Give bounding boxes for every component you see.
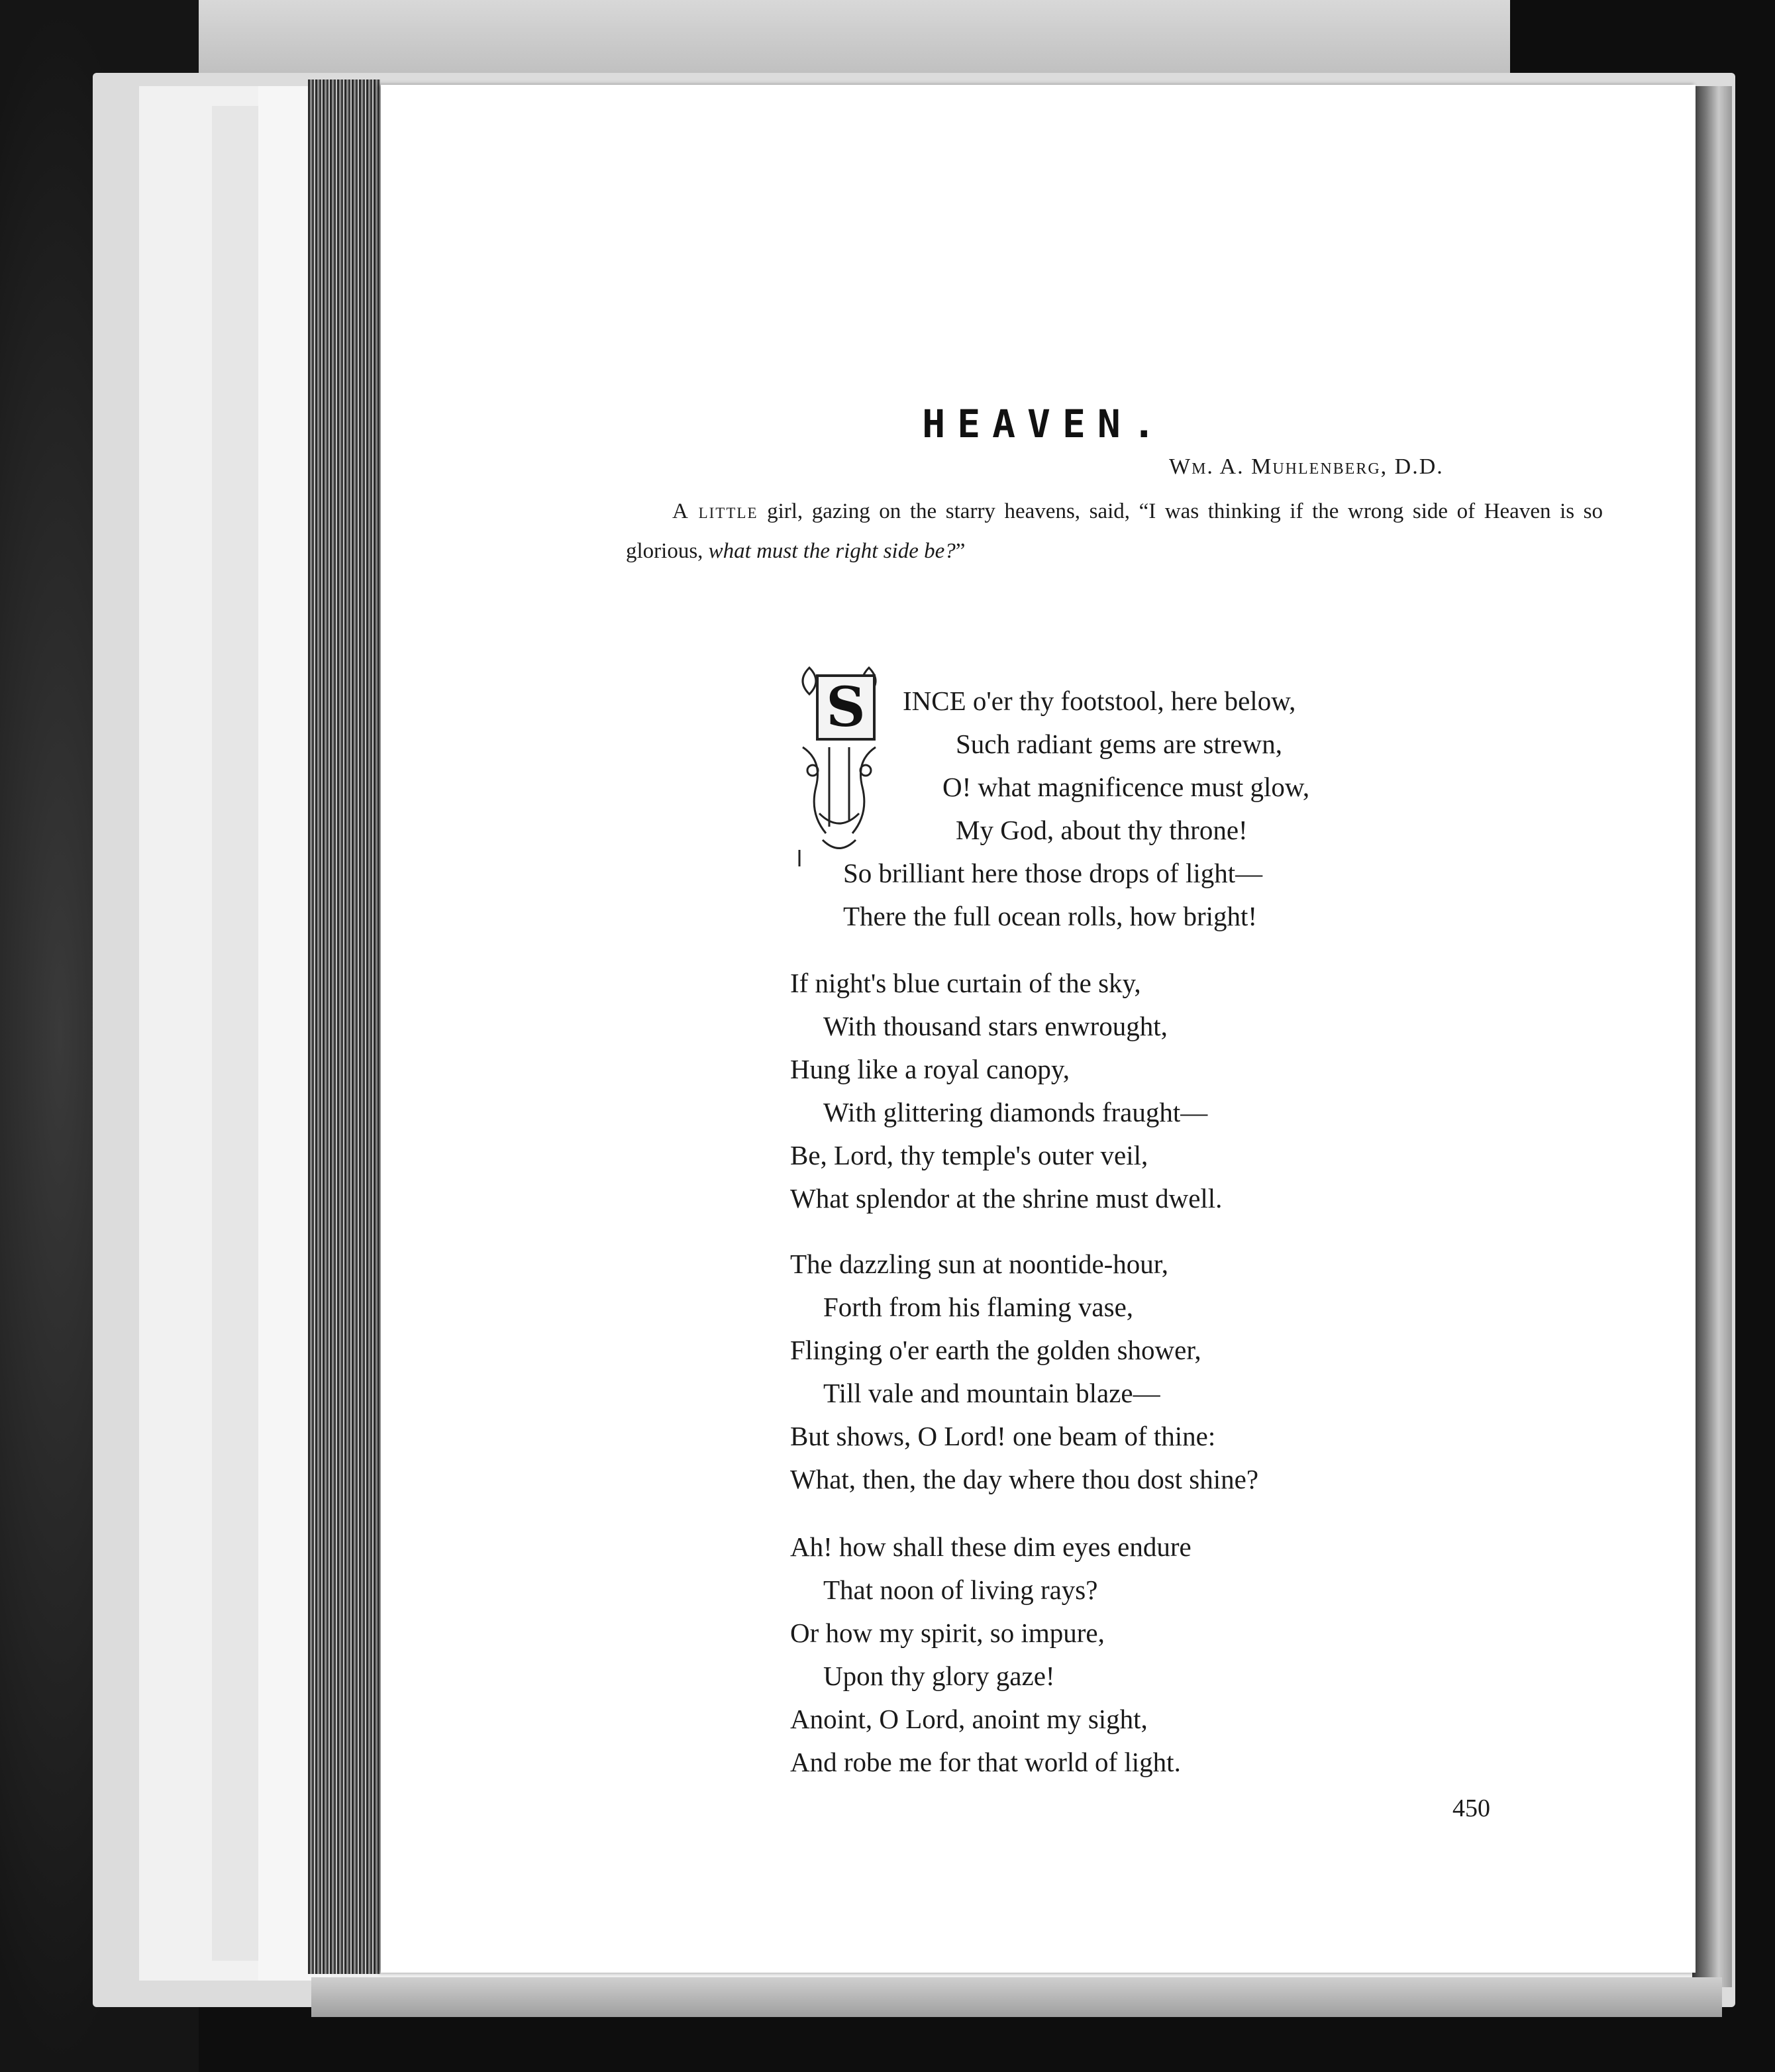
poem-line: Or how my spirit, so impure, (790, 1618, 1105, 1648)
dropcap-letter: S (816, 674, 876, 741)
poem-line: That noon of living rays? (823, 1575, 1098, 1605)
poem-line: So brilliant here those drops of light— (843, 858, 1263, 888)
poem-line: Be, Lord, thy temple's outer veil, (790, 1140, 1148, 1170)
poem-line: INCE o'er thy footstool, here below, (903, 686, 1296, 716)
epigraph (626, 492, 1603, 571)
poem-line: What, then, the day where thou dost shine? (790, 1464, 1259, 1494)
poem-line: Anoint, O Lord, anoint my sight, (790, 1704, 1148, 1734)
stanza-3 (790, 1243, 1585, 1501)
stanza-2 (790, 962, 1585, 1220)
poem-line: Forth from his flaming vase, (823, 1292, 1134, 1322)
page-stack-edges (308, 79, 381, 1974)
poem-line: The dazzling sun at noontide-hour, (790, 1249, 1169, 1279)
book-page (381, 85, 1696, 1973)
poem-author (1169, 454, 1444, 480)
poem-line: Ah! how shall these dim eyes endure (790, 1531, 1192, 1562)
page-number: 450 (1452, 1794, 1490, 1822)
epigraph-lead: A little (672, 499, 758, 523)
stanza-4 (790, 1526, 1585, 1784)
poem-line: Hung like a royal canopy, (790, 1054, 1070, 1084)
poem-title: HEAVEN. (922, 401, 1168, 446)
poem-line: If night's blue curtain of the sky, (790, 968, 1141, 998)
poem-line: With thousand stars enwrought, (823, 1011, 1168, 1041)
book-spine-edge (1692, 86, 1732, 1987)
poem-line: What splendor at the shrine must dwell. (790, 1183, 1223, 1214)
epigraph-text: girl, gazing on the starry heavens, said, “I was thinking if the wrong side of Heaven is so glorious, (626, 499, 1603, 563)
poem-line: O! what magnificence must glow, (942, 772, 1310, 802)
poem-line: But shows, O Lord! one beam of thine: (790, 1421, 1216, 1451)
poem-line: Such radiant gems are strewn, (956, 729, 1282, 759)
poem-line: My God, about thy throne! (956, 815, 1248, 845)
epigraph-italic: what must the right side be? (708, 539, 956, 563)
stanza-1 (790, 680, 1585, 938)
poem-line: Till vale and mountain blaze— (823, 1378, 1160, 1408)
poem-line: Flinging o'er earth the golden shower, (790, 1335, 1201, 1365)
author-name: Wm. A. Muhlenberg, D.D. (1169, 454, 1444, 479)
book-bottom-edge (311, 1977, 1722, 2017)
poem-line: And robe me for that world of light. (790, 1747, 1181, 1777)
epigraph-close: ” (955, 539, 966, 563)
poem-line: There the full ocean rolls, how bright! (843, 901, 1258, 931)
poem-line: With glittering diamonds fraught— (823, 1097, 1208, 1127)
poem-line: Upon thy glory gaze! (823, 1661, 1055, 1691)
